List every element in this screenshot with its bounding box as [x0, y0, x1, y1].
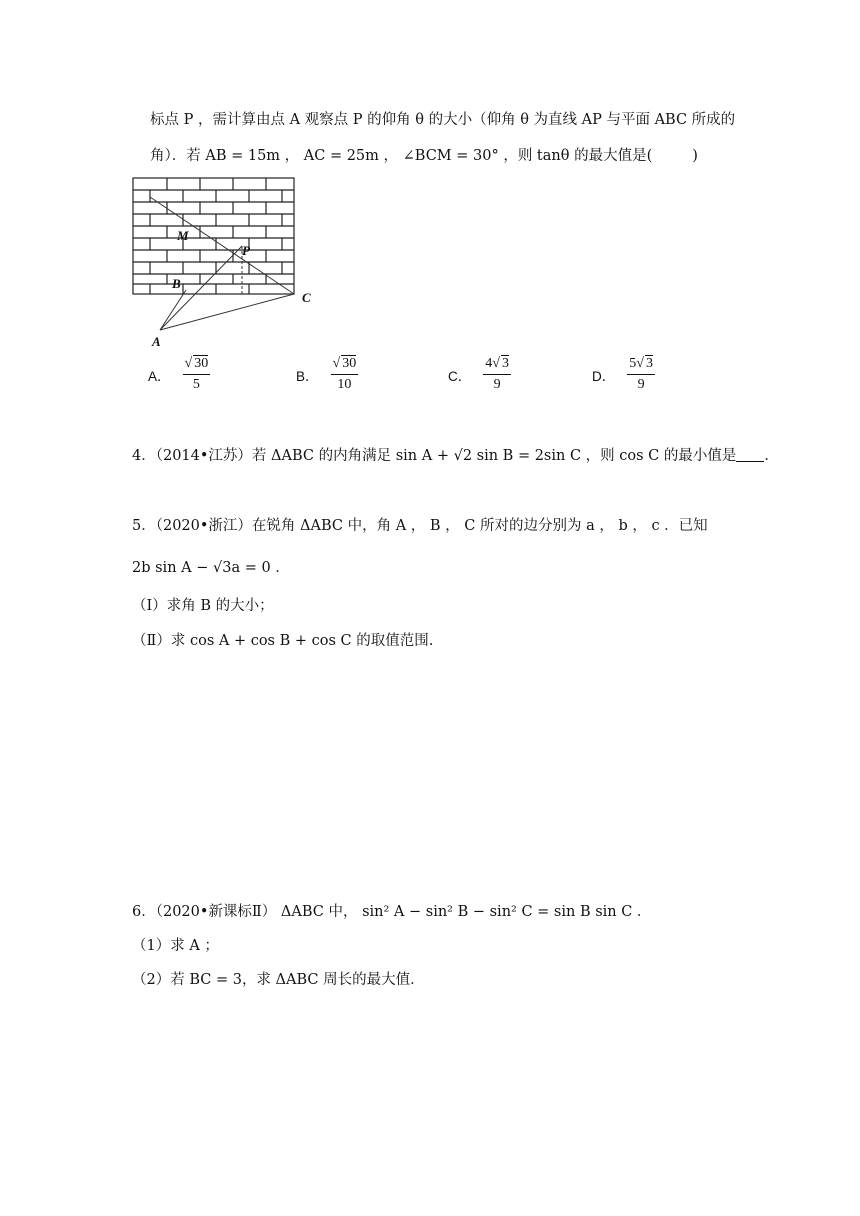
- q3-text-line1: 标点 P ，需计算由点 A 观察点 P 的仰角 θ 的大小（仰角 θ 为直线 AP 与平面 ABC 所成的: [150, 112, 736, 128]
- q6-text-line1: 6．（2020•新课标Ⅱ） ΔABC 中， sin² A − sin² B − sin² C = sin B sin C ．: [132, 904, 652, 920]
- q6-part1: （1）求 A ；: [132, 938, 219, 954]
- q6-part2: （2）若 BC = 3，求 ΔABC 周长的最大值．: [132, 972, 425, 988]
- q3-text-line2: [150, 146, 698, 166]
- option-B-denominator: 10: [337, 377, 352, 392]
- label-M: M: [177, 228, 189, 243]
- label-B: B: [172, 276, 181, 291]
- option-A-numerator: 30: [194, 356, 209, 371]
- option-B-numerator: 30: [342, 356, 357, 371]
- q5-text-line2: 2b sin A − √3a = 0 ．: [132, 560, 290, 576]
- option-D-denominator: 9: [637, 377, 645, 392]
- q3-text-line2-main: 角）．若 AB = 15m ， AC = 25m ， ∠BCM = 30° ，则 tanθ 的最大值是(: [150, 148, 653, 164]
- q4-text: 4．（2014•江苏）若 ΔABC 的内角满足 sin A + √2 sin B = 2sin C ，则 cos C 的最小值是 ．: [132, 448, 779, 464]
- label-A: A: [152, 334, 161, 349]
- option-C[interactable]: C． $\frac{4√ 3}{9}$: [448, 356, 509, 392]
- brick-wall-figure: [130, 175, 330, 350]
- label-P: P: [242, 243, 250, 258]
- option-C-numerator: 3: [501, 356, 509, 371]
- q3-close-paren: ): [692, 148, 698, 164]
- label-C: C: [302, 290, 311, 305]
- answer-blank[interactable]: [736, 447, 764, 462]
- geometry-lines: [150, 197, 294, 330]
- q5-part2: （Ⅱ）求 cos A + cos B + cos C 的取值范围.: [132, 633, 434, 649]
- option-B[interactable]: B． $\frac{√ 30}{10}$: [296, 356, 357, 392]
- option-C-coef: 4: [485, 356, 493, 371]
- option-A[interactable]: A． $\frac{√ 30}{5}$: [148, 356, 209, 392]
- option-D-coef: 5: [629, 356, 637, 371]
- q5-text-line1: 5．（2020•浙江）在锐角 ΔABC 中，角 A ， B ， C 所对的边分别为 a ， b ， c ．已知: [132, 518, 708, 534]
- option-A-denominator: 5: [192, 377, 200, 392]
- brick-wall: [133, 178, 294, 294]
- option-C-denominator: 9: [493, 377, 501, 392]
- option-D[interactable]: D． $\frac{5√ 3}{9}$: [592, 356, 653, 392]
- option-D-numerator: 3: [645, 356, 653, 371]
- q5-part1: （Ⅰ）求角 B 的大小；: [132, 598, 274, 614]
